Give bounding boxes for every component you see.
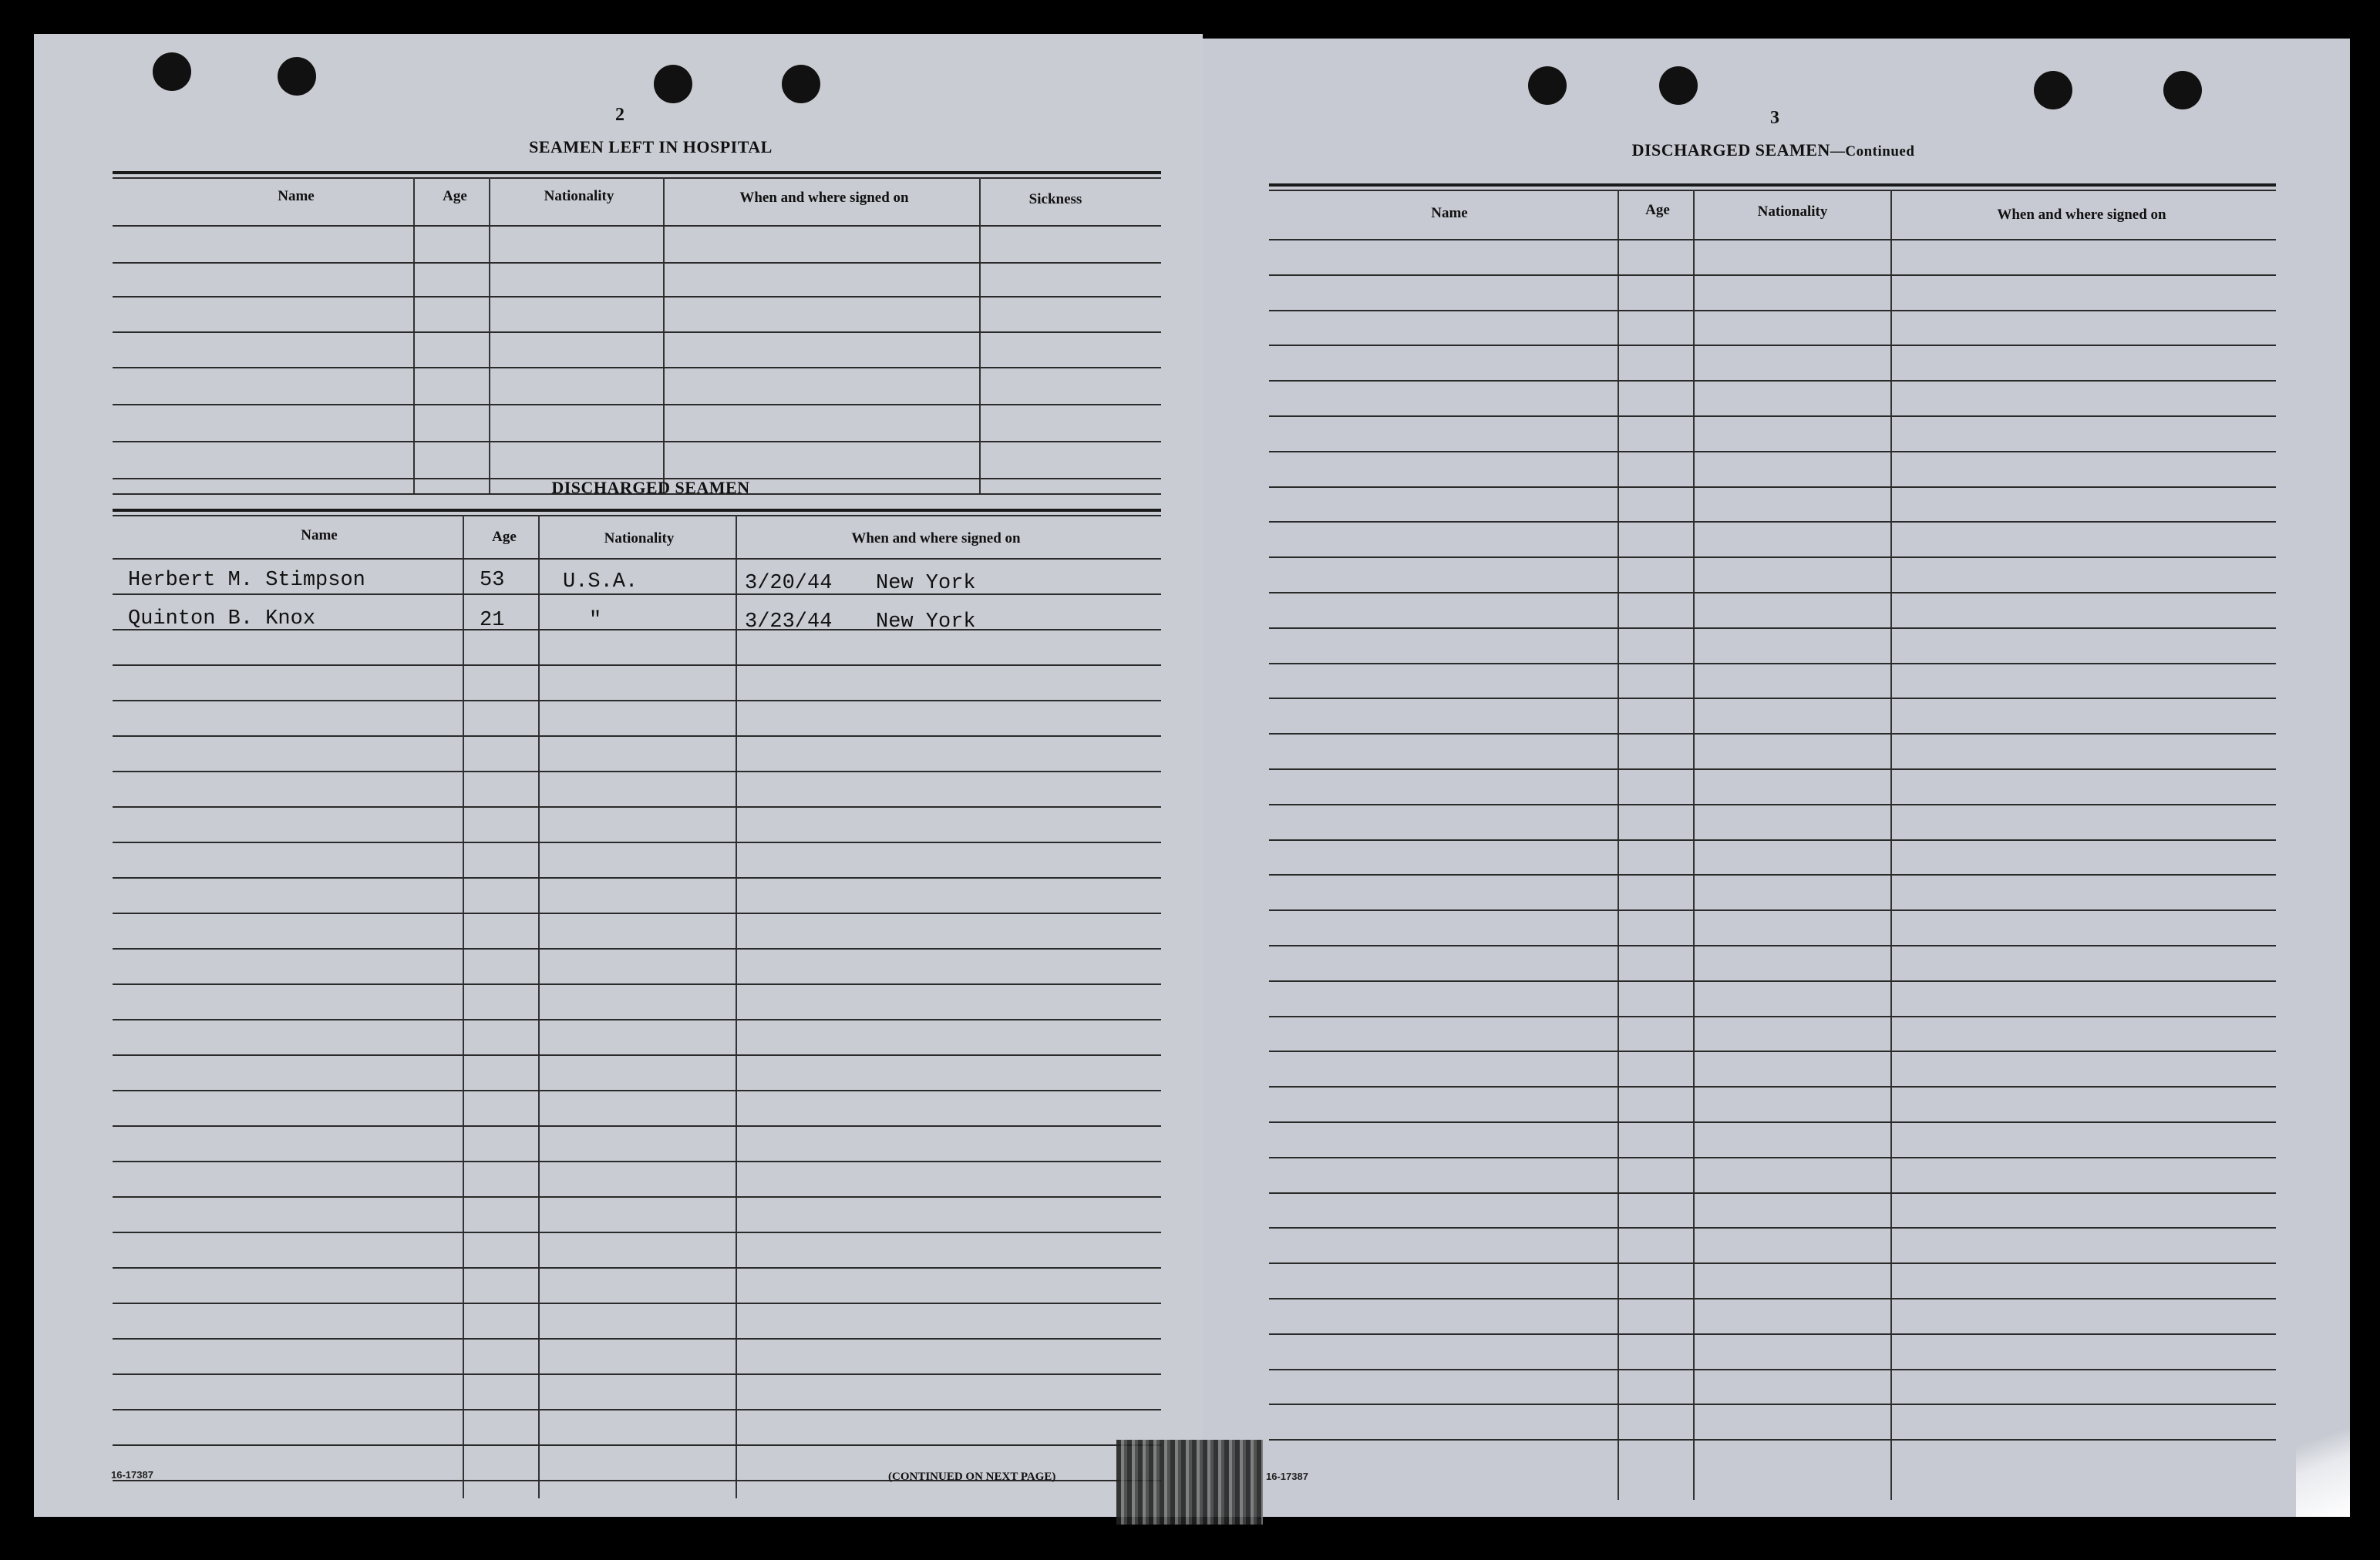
row-rule [113, 1232, 1161, 1233]
row-rule [1269, 804, 2276, 805]
row-rule [1269, 1051, 2276, 1052]
row-rule [1269, 1121, 2276, 1123]
column-divider [463, 515, 464, 1498]
seaman-name: Quinton B. Knox [128, 607, 316, 630]
column-header-name: Name [1431, 205, 1468, 221]
row-rule [113, 1267, 1161, 1269]
column-header-signed-on: When and where signed on [851, 530, 1021, 546]
column-divider [538, 515, 540, 1498]
row-rule [113, 842, 1161, 843]
row-rule [1269, 1404, 2276, 1405]
row-rule [113, 404, 1161, 405]
row-rule [113, 1161, 1161, 1162]
row-rule [113, 771, 1161, 772]
row-rule [113, 913, 1161, 914]
row-rule [113, 331, 1161, 333]
table-top-rule [1269, 190, 2276, 191]
column-header-name: Name [301, 527, 338, 543]
column-header-name: Name [278, 188, 315, 204]
row-rule [1269, 768, 2276, 770]
row-rule [1269, 1439, 2276, 1441]
row-rule [113, 296, 1161, 298]
column-header-signed-on: When and where signed on [1997, 207, 2166, 223]
row-rule [1269, 1262, 2276, 1264]
row-rule [113, 1303, 1161, 1304]
discharged-section-title: DISCHARGED SEAMEN [551, 478, 750, 497]
punch-hole [278, 57, 316, 96]
seaman-nationality: " [589, 609, 602, 632]
column-header-age: Age [443, 188, 467, 204]
table-top-rule [113, 509, 1161, 512]
row-rule [113, 1090, 1161, 1091]
row-rule [113, 1125, 1161, 1127]
row-rule [1269, 1086, 2276, 1088]
row-rule [1269, 1369, 2276, 1370]
row-rule [1269, 451, 2276, 452]
row-rule [1269, 698, 2276, 699]
signed-on-place: New York [876, 610, 976, 634]
row-rule [113, 664, 1161, 666]
signed-on-place: New York [876, 572, 976, 595]
row-rule [1269, 909, 2276, 911]
punch-hole [2163, 71, 2202, 109]
row-rule [1269, 380, 2276, 382]
column-header-nationality: Nationality [544, 188, 614, 204]
row-rule [1269, 733, 2276, 735]
row-rule [113, 1338, 1161, 1340]
punch-hole [654, 65, 692, 103]
column-divider [1618, 190, 1619, 1500]
row-rule [113, 225, 1161, 227]
column-header-sickness: Sickness [1028, 191, 1082, 207]
row-rule [1269, 945, 2276, 946]
row-rule [113, 1019, 1161, 1020]
row-rule [113, 441, 1161, 442]
table-top-rule [1269, 183, 2276, 187]
row-rule [1269, 310, 2276, 311]
seaman-nationality: U.S.A. [563, 570, 638, 593]
column-header-nationality: Nationality [1757, 203, 1828, 220]
column-header-signed-on: When and where signed on [739, 190, 909, 206]
table-top-rule [113, 515, 1161, 516]
column-header-nationality: Nationality [604, 530, 675, 546]
page-number: 2 [615, 105, 624, 125]
row-rule [1269, 627, 2276, 629]
row-rule [113, 1196, 1161, 1198]
row-rule [113, 983, 1161, 985]
binding-strip [1116, 1440, 1263, 1525]
row-rule [113, 1054, 1161, 1056]
punch-hole [1659, 66, 1698, 105]
row-rule [1269, 486, 2276, 488]
punch-hole [2034, 71, 2072, 109]
row-rule [113, 1409, 1161, 1410]
right-page [1203, 39, 2350, 1517]
form-number: 16-17387 [1266, 1471, 1308, 1482]
column-divider [1693, 190, 1695, 1500]
continued-note: (CONTINUED ON NEXT PAGE) [888, 1471, 1056, 1483]
row-rule [113, 262, 1161, 264]
row-rule [113, 700, 1161, 701]
row-rule [113, 558, 1161, 560]
row-rule [1269, 556, 2276, 558]
punch-hole [153, 52, 191, 91]
column-divider [1890, 190, 1892, 1500]
row-rule [113, 806, 1161, 808]
table-top-rule [113, 171, 1161, 174]
row-rule [1269, 521, 2276, 523]
row-rule [113, 735, 1161, 737]
right-section-title [1496, 140, 2051, 160]
hospital-section-title: SEAMEN LEFT IN HOSPITAL [529, 137, 773, 156]
column-divider [736, 515, 737, 1498]
seaman-age: 21 [480, 609, 505, 632]
row-rule [1269, 345, 2276, 346]
row-rule [1269, 1333, 2276, 1335]
column-header-age: Age [492, 529, 517, 545]
signed-on-date: 3/20/44 [745, 572, 833, 595]
row-rule [1269, 239, 2276, 240]
row-rule [1269, 663, 2276, 664]
row-rule [1269, 1157, 2276, 1158]
row-rule [1269, 839, 2276, 841]
column-header-age: Age [1645, 202, 1670, 218]
page-number: 3 [1770, 108, 1779, 128]
row-rule [113, 593, 1161, 595]
seaman-age: 53 [480, 569, 505, 592]
row-rule [1269, 1298, 2276, 1299]
row-rule [113, 877, 1161, 879]
row-rule [1269, 415, 2276, 417]
form-number: 16-17387 [111, 1469, 153, 1481]
page-corner-curl [2296, 1386, 2350, 1517]
row-rule [1269, 1192, 2276, 1194]
row-rule [1269, 980, 2276, 982]
title-suffix: —Continued [1830, 143, 1915, 160]
punch-hole [782, 65, 820, 103]
row-rule [1269, 874, 2276, 876]
punch-hole [1528, 66, 1567, 105]
row-rule [1269, 274, 2276, 276]
signed-on-date: 3/23/44 [745, 610, 833, 634]
row-rule [1269, 592, 2276, 593]
row-rule [1269, 1227, 2276, 1229]
row-rule [113, 1444, 1161, 1446]
left-page [34, 34, 1203, 1517]
row-rule [113, 1373, 1161, 1375]
row-rule [113, 948, 1161, 950]
seaman-name: Herbert M. Stimpson [128, 569, 365, 592]
row-rule [1269, 1016, 2276, 1017]
table-top-rule [113, 177, 1161, 179]
title-main: DISCHARGED SEAMEN [1631, 140, 1830, 160]
row-rule [113, 367, 1161, 368]
